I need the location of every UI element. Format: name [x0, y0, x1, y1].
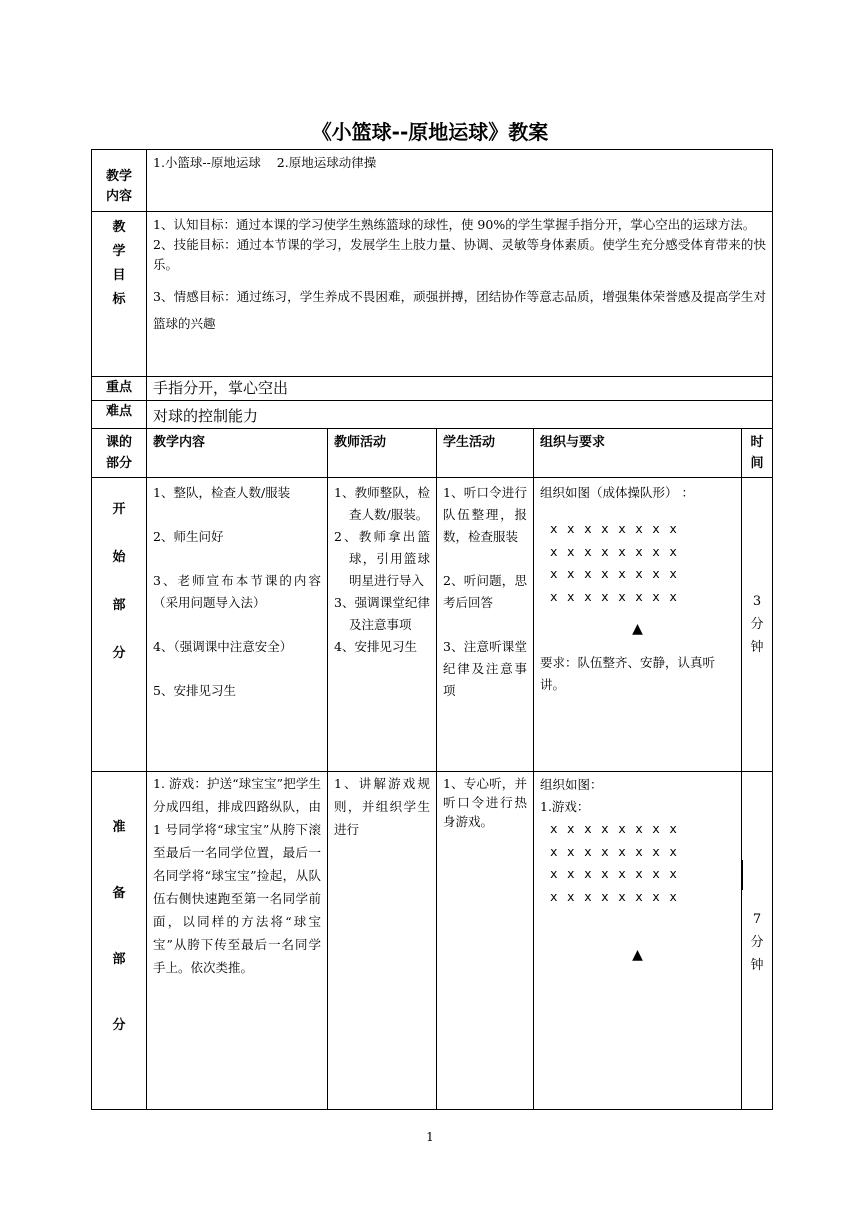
content-item: 5、安排见习生 — [153, 683, 236, 698]
section-prep-char: 部 — [112, 952, 126, 967]
formation-row: x x x x x x x x — [550, 843, 678, 859]
section-start-char: 始 — [112, 550, 126, 565]
time-line: 3 — [752, 594, 762, 609]
page-number: 1 — [426, 1130, 434, 1144]
teacher-item: 2、教师拿出篮球，引用篮球明星进行导入 — [334, 529, 430, 588]
section-start-row — [92, 478, 773, 772]
document-title: 《小篮球--原地运球》教案 — [311, 120, 549, 144]
section-prep-teacher: 1、讲解游戏规则，并组织学生进行 — [328, 772, 437, 1110]
content-label — [92, 150, 147, 212]
goals-label-char: 标 — [112, 292, 126, 307]
section-prep-student: 1、专心听，并听口令进行热身游戏。 — [437, 772, 534, 1110]
key-point-label: 重点 — [92, 377, 147, 401]
header-teacher: 教师活动 — [328, 429, 437, 478]
header-part-text: 课的 部分 — [105, 435, 132, 471]
content-item: 4、（强调课中注意安全） — [153, 639, 293, 654]
section-start-time — [742, 478, 773, 772]
time-line: 钟 — [750, 958, 764, 973]
teacher-item: 1、教师整队，检查人数/服装。 — [334, 485, 430, 522]
section-prep-label — [92, 772, 147, 1110]
student-item: 3、注意听课堂纪律及注意事项 — [443, 639, 527, 698]
time-line: 7 — [752, 912, 762, 927]
section-start-char: 分 — [112, 646, 126, 661]
section-prep-content: 1. 游戏：护送“球宝宝”把学生分成四组，排成四路纵队，由 1 号同学将“球宝宝”从胯下滚至最后一名同学位置，最后一名同学将“球宝宝”捡起，从队伍右侧快速跑至第一名同学前面，以同样的方法将“球宝宝”从胯下传至最后一名同学手上。依次类推。 — [147, 772, 328, 1110]
section-prep-char: 准 — [112, 820, 126, 835]
time-line: 分 — [750, 617, 764, 632]
section-prep-time — [742, 772, 773, 1110]
teacher-position-icon: ▲ — [632, 621, 643, 637]
scan-mark — [533, 728, 534, 760]
teacher-position-icon: ▲ — [632, 947, 643, 963]
difficulty-row — [92, 401, 773, 429]
key-point-row — [92, 377, 773, 401]
formation — [540, 818, 735, 908]
section-start-char: 开 — [112, 502, 126, 517]
time-line: 钟 — [750, 640, 764, 655]
content-item: 3、老师宣布本节课的内容（采用问题导入法） — [153, 573, 321, 610]
header-time — [742, 429, 773, 478]
goals-label-char: 目 — [112, 268, 126, 283]
goals-text — [147, 212, 773, 377]
section-start-teacher — [328, 478, 437, 772]
org-subtitle: 1.游戏： — [540, 799, 590, 814]
requirement-text: 要求：队伍整齐、安静，认真听讲。 — [540, 655, 716, 692]
content-item: 2、师生问好 — [153, 529, 224, 544]
header-content: 教学内容 — [147, 429, 328, 478]
content-label-text: 教学 内容 — [105, 169, 132, 204]
section-start-student — [437, 478, 534, 772]
time-line: 分 — [750, 935, 764, 950]
formation-row: x x x x x x x x — [550, 521, 678, 536]
section-prep-char: 备 — [112, 886, 126, 901]
content-row — [92, 150, 773, 212]
formation-row: x x x x x x x x — [550, 588, 678, 604]
org-title: 组织如图（成体操队形） ： — [540, 485, 694, 500]
formation-row: x x x x x x x x — [550, 566, 678, 581]
section-start-char: 部 — [112, 598, 126, 613]
content-text: 1.小篮球--原地运球 2.原地运球动律操 — [147, 150, 773, 212]
difficulty-text: 对球的控制能力 — [147, 401, 773, 429]
header-org: 组织与要求 — [534, 429, 742, 478]
formation — [540, 518, 735, 608]
student-item: 1、听口令进行队伍整理，报数，检查服装 — [443, 485, 527, 544]
goal-item: 3、情感目标：通过练习，学生养成不畏困难，顽强拼搏，团结协作等意志品质，增强集体荣誉感及提高学生对篮球的兴趣 — [153, 289, 767, 331]
goal-item: 2、技能目标：通过本节课的学习，发展学生上肢力量、协调、灵敏等身体素质。使学生充分感受体育带来的快乐。 — [153, 237, 767, 272]
formation-row: x x x x x x x x — [550, 543, 678, 559]
formation-row: x x x x x x x x — [550, 888, 678, 904]
difficulty-label: 难点 — [92, 401, 147, 429]
header-student: 学生活动 — [437, 429, 534, 478]
header-part — [92, 429, 147, 478]
lesson-plan-table — [91, 149, 773, 1110]
teacher-item: 4、安排见习生 — [334, 639, 417, 654]
header-time-text: 时 间 — [750, 435, 764, 471]
section-prep-org — [534, 772, 742, 1110]
org-title: 组织如图： — [540, 777, 603, 792]
section-start-label — [92, 478, 147, 772]
goals-row — [92, 212, 773, 377]
teacher-item: 3、强调课堂纪律及注意事项 — [334, 595, 430, 632]
section-start-org — [534, 478, 742, 772]
goals-label-char: 教 — [112, 220, 126, 235]
key-point-text: 手指分开，掌心空出 — [147, 377, 773, 401]
goals-label — [92, 212, 147, 377]
formation-row: x x x x x x x x — [550, 866, 678, 881]
header-row — [92, 429, 773, 478]
section-prep-char: 分 — [112, 1018, 126, 1033]
section-start-content — [147, 478, 328, 772]
content-item: 1、整队，检查人数/服装 — [153, 485, 291, 500]
section-prep-row — [92, 772, 773, 1110]
goal-item: 1、认知目标：通过本课的学习使学生熟练篮球的球性，使 90%的学生掌握手指分开，掌心空出的运球方法。 — [153, 217, 756, 232]
scan-mark — [742, 860, 743, 890]
goals-label-char: 学 — [112, 244, 126, 259]
student-item: 2、听问题，思考后回答 — [443, 573, 527, 610]
formation-row: x x x x x x x x — [550, 821, 678, 836]
